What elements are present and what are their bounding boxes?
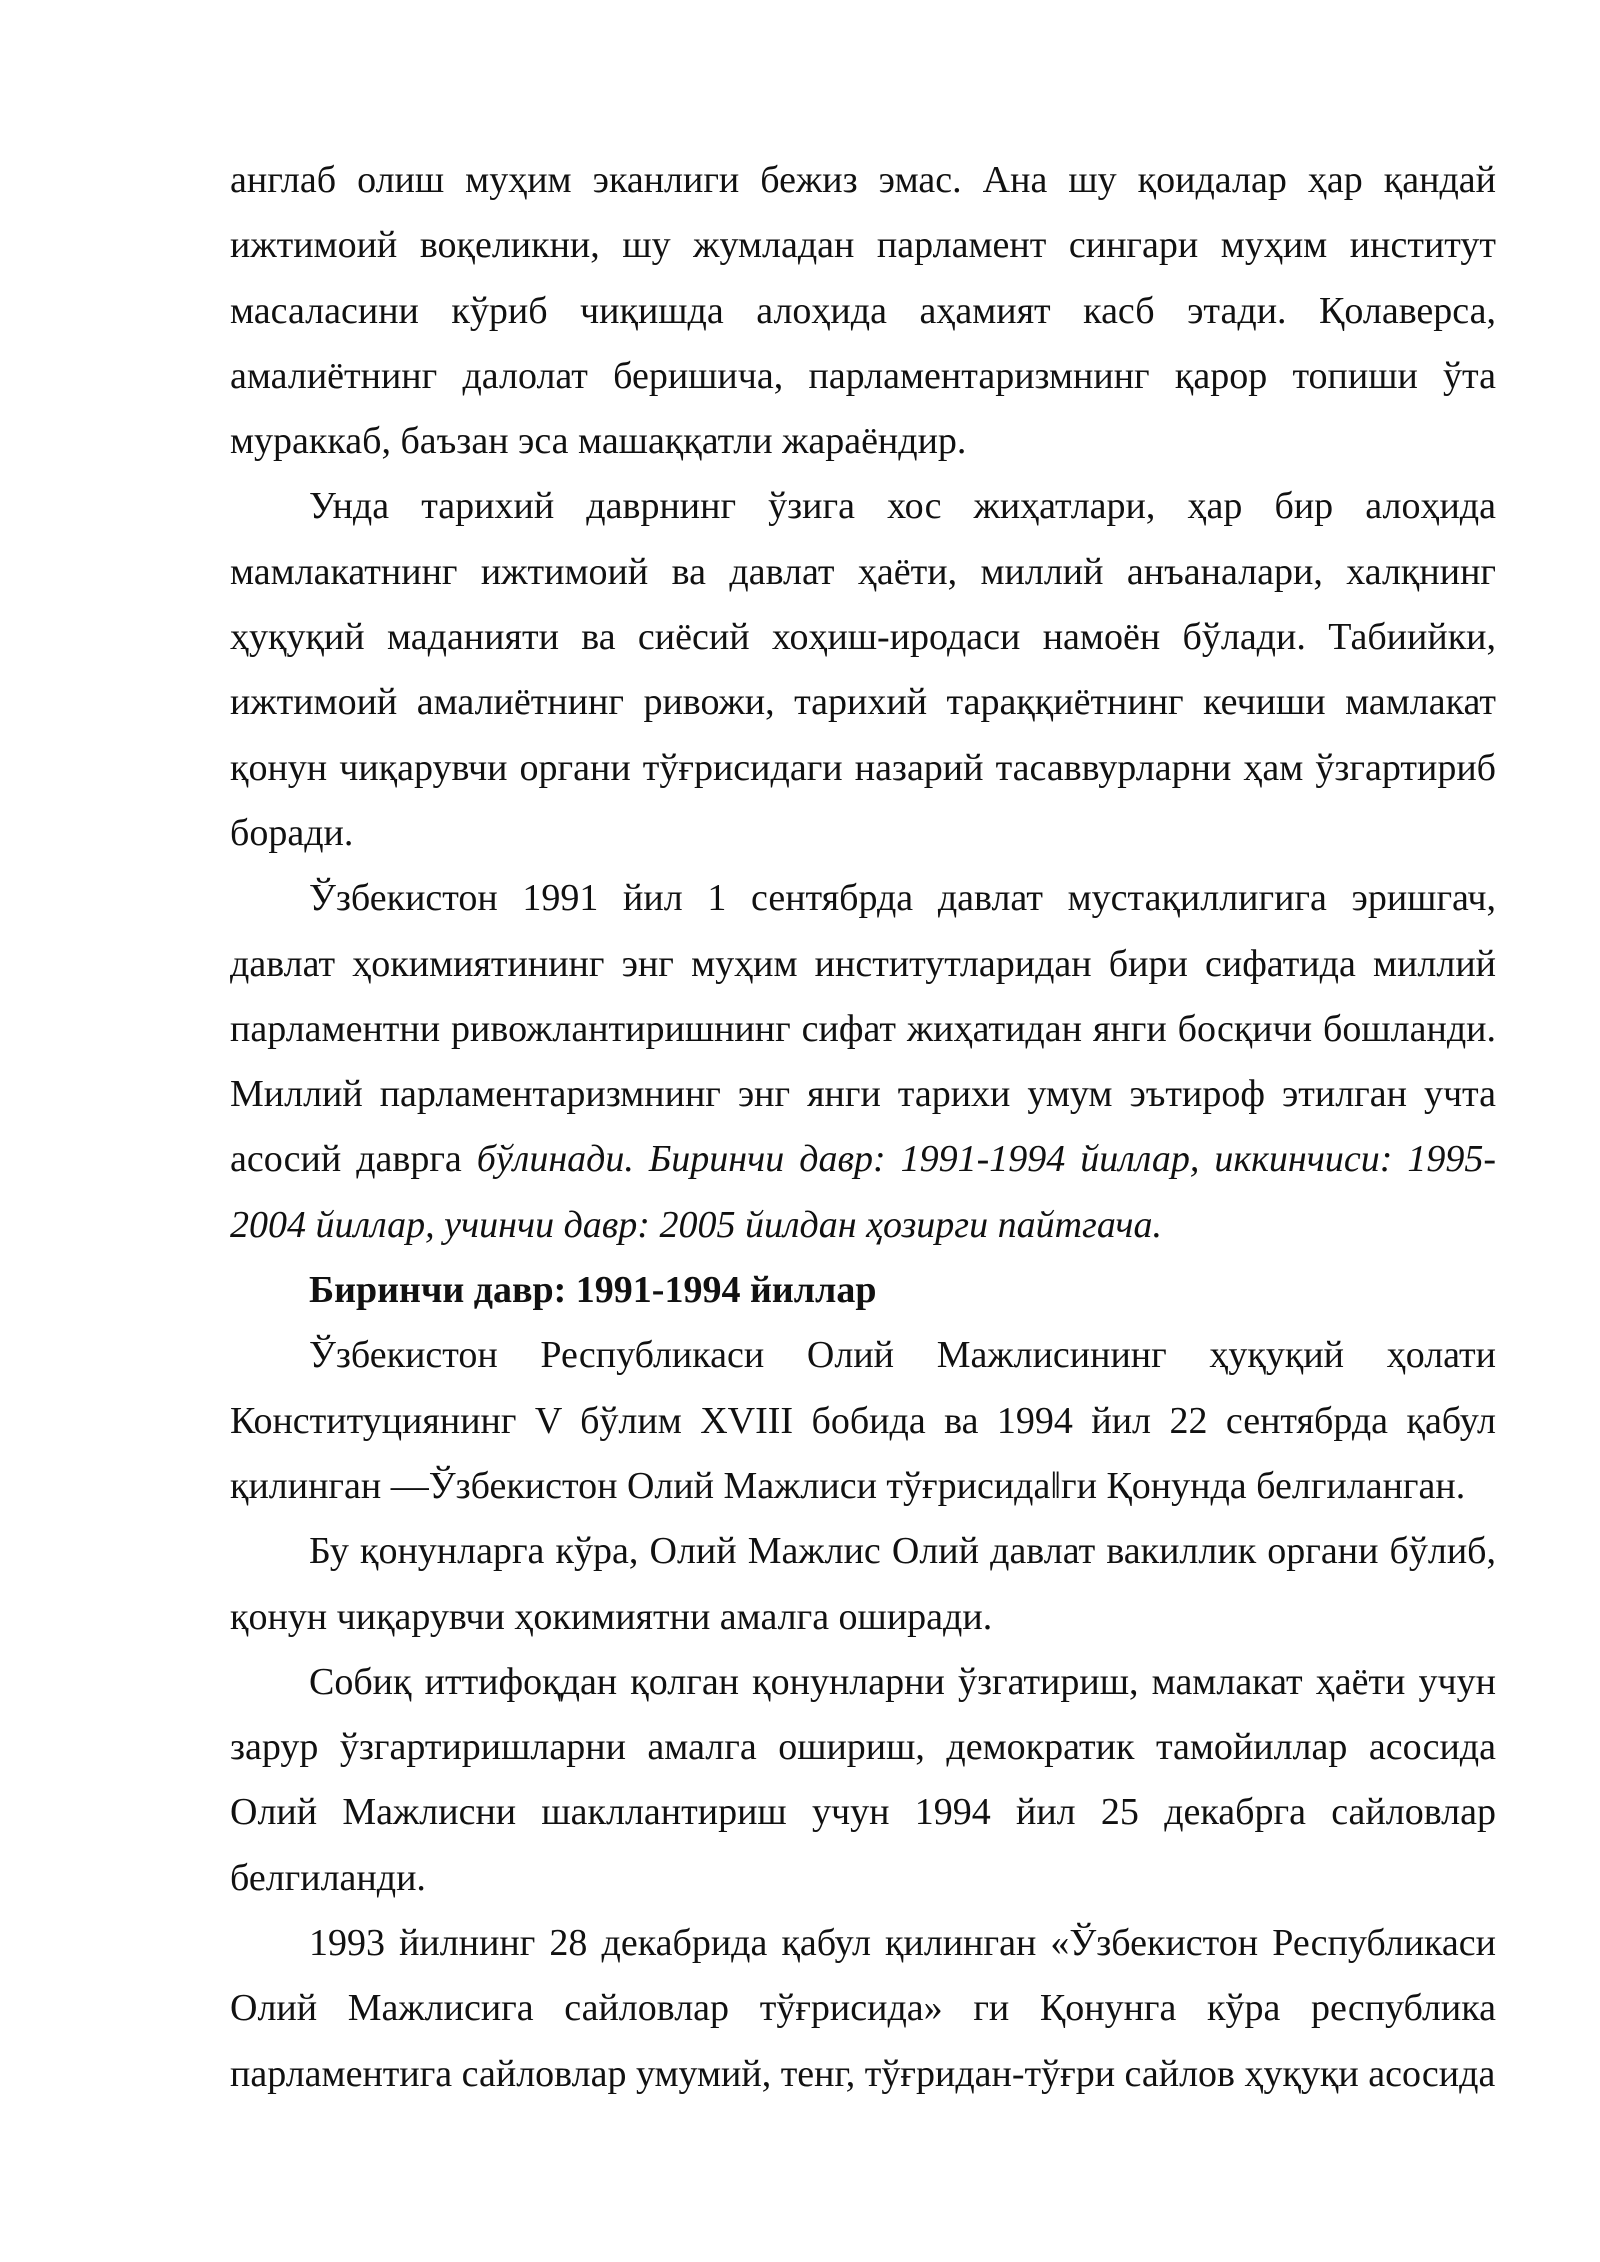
paragraph-5: Бу қонунларга кўра, Олий Мажлис Олий давлат вакиллик органи бўлиб, қонун чиқарувчи ҳокимиятни амалга оширади. — [230, 1530, 1496, 1638]
document-body — [230, 148, 1496, 2107]
paragraph-7: 1993 йилнинг 28 декабрида қабул қилинган «Ўзбекистон Республикаси Олий Мажлисига сайловлар тўғрисида» ги Қонунга кўра республика парламентига сайловлар умумий, тенг, тўғридан-тўғри сайлов ҳуқуқи асосида — [230, 1922, 1496, 2095]
paragraph-6: Собиқ иттифоқдан қолган қонунларни ўзгатириш, мамлакат ҳаёти учун зарур ўзгартиришларни амалга ошириш, демократик тамойиллар асосида Олий Мажлисни шакллантириш учун 1994 йил 25 декабрга сайловлар белгиланди. — [230, 1660, 1496, 1899]
paragraph-3-text: Ўзбекистон 1991 йил 1 сентябрда давлат мустақиллигига эришгач, давлат ҳокимиятининг энг муҳим институтларидан бири сифатида миллий парламентни ривожлантиришнинг сифат жиҳатидан янги босқичи бошланди. Миллий парламентаризмнинг энг янги тарихи умум эътироф этилган учта асосий даврга — [230, 877, 1496, 1181]
section-heading: Биринчи давр: 1991-1994 йиллар — [309, 1269, 877, 1312]
paragraph-3 — [230, 866, 1496, 1258]
paragraph-4: Ўзбекистон Республикаси Олий Мажлисининг ҳуқуқий ҳолати Конституциянинг V бўлим XVIII бобида ва 1994 йил 22 сентябрда қабул қилинган ―Ўзбекистон Олий Мажлиси тўғрисида‖ги Қонунда белгиланган. — [230, 1334, 1496, 1507]
paragraph-2: Унда тарихий даврнинг ўзига хос жиҳатлари, ҳар бир алоҳида мамлакатнинг ижтимоий ва давлат ҳаёти, миллий анъаналари, халқнинг ҳуқуқий маданияти ва сиёсий хоҳиш-иродаси намоён бўлади. Табиийки, ижтимоий амалиётнинг ривожи, тарихий тараққиётнинг кечиши мамлакат қонун чиқарувчи органи тўғрисидаги назарий тасаввурларни ҳам ўзгартириб боради. — [230, 485, 1496, 854]
paragraph-3-italic-text: бўлинади. Биринчи давр: 1991-1994 йиллар, иккинчиси: 1995-2004 йиллар, учинчи давр: 2005 йилдан ҳозирги пайтгача. — [230, 1138, 1497, 1246]
paragraph-1: англаб олиш муҳим эканлиги бежиз эмас. Ана шу қоидалар ҳар қандай ижтимоий воқеликни, шу жумладан парламент сингари муҳим институт масаласини кўриб чиқишда алоҳида аҳамият касб этади. Қолаверса, амалиётнинг далолат беришича, парламентаризмнинг қарор топиши ўта мураккаб, баъзан эса машаққатли жараёндир. — [230, 159, 1496, 463]
